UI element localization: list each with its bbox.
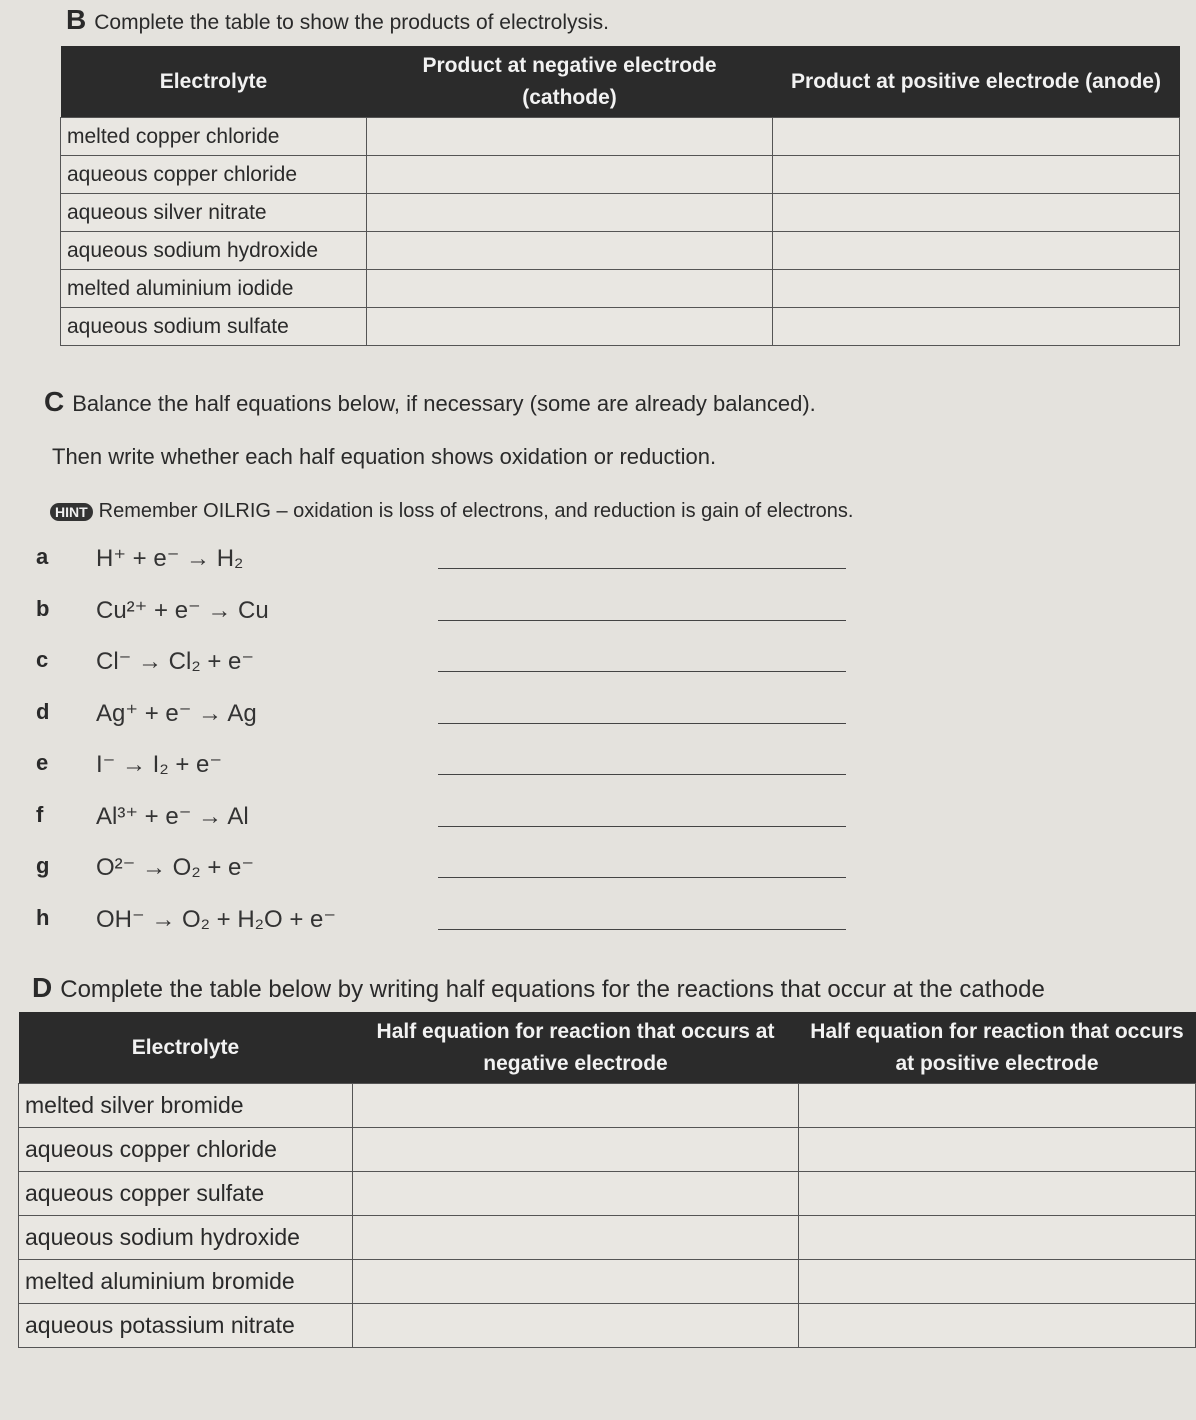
table-row: [61, 194, 1180, 232]
table-row: [19, 1128, 1196, 1172]
half-equation: Ag⁺ + e⁻ → Ag: [96, 699, 257, 727]
answer-cell[interactable]: [773, 270, 1180, 308]
equation-row: [36, 744, 856, 784]
electrolyte-cell: aqueous sodium hydroxide: [61, 232, 367, 270]
equation-row: [36, 538, 856, 578]
half-equation: OH⁻ → O₂ + H₂O + e⁻: [96, 905, 337, 933]
electrolyte-cell: aqueous sodium hydroxide: [19, 1216, 353, 1260]
electrolyte-cell: melted aluminium bromide: [19, 1260, 353, 1304]
half-equation: Cl⁻ → Cl₂ + e⁻: [96, 648, 255, 675]
equation-letter: h: [36, 904, 50, 930]
answer-cell[interactable]: [367, 270, 773, 308]
answer-line[interactable]: [438, 620, 846, 621]
answer-cell[interactable]: [367, 118, 773, 156]
answer-cell[interactable]: [367, 308, 773, 346]
electrolyte-cell: aqueous potassium nitrate: [19, 1304, 353, 1348]
section-b-title: [66, 4, 609, 36]
section-d-letter: D: [32, 972, 53, 1003]
equation-letter: d: [36, 698, 50, 724]
answer-cell[interactable]: [799, 1084, 1196, 1128]
section-d-table: [18, 1012, 1196, 1348]
half-equation: I⁻ → I₂ + e⁻: [96, 751, 223, 778]
section-c-instruction: Balance the half equations below, if necessary (some are already balanced).: [72, 391, 816, 416]
half-equation: Cu²⁺ + e⁻ → Cu: [96, 596, 269, 624]
electrolyte-cell: melted aluminium iodide: [61, 270, 367, 308]
header-electrolyte: Electrolyte: [61, 46, 367, 118]
equation-row: [36, 796, 856, 836]
answer-cell[interactable]: [353, 1216, 799, 1260]
answer-cell[interactable]: [353, 1172, 799, 1216]
electrolyte-cell: aqueous silver nitrate: [61, 194, 367, 232]
table-row: [19, 1304, 1196, 1348]
answer-cell[interactable]: [353, 1128, 799, 1172]
answer-cell[interactable]: [773, 156, 1180, 194]
equation-row: [36, 899, 856, 939]
header-electrolyte: Electrolyte: [19, 1012, 353, 1084]
table-row: [61, 308, 1180, 346]
answer-cell[interactable]: [353, 1260, 799, 1304]
table-row: [19, 1260, 1196, 1304]
table-header-row: [19, 1012, 1196, 1084]
answer-cell[interactable]: [799, 1128, 1196, 1172]
equation-row: [36, 693, 856, 733]
equation-letter: b: [36, 595, 50, 621]
answer-cell[interactable]: [799, 1304, 1196, 1348]
answer-cell[interactable]: [773, 194, 1180, 232]
answer-cell[interactable]: [799, 1260, 1196, 1304]
answer-cell[interactable]: [367, 194, 773, 232]
answer-line[interactable]: [438, 723, 846, 724]
table-row: [19, 1084, 1196, 1128]
answer-cell[interactable]: [367, 156, 773, 194]
answer-line[interactable]: [438, 568, 846, 569]
table-row: [61, 118, 1180, 156]
answer-cell[interactable]: [367, 232, 773, 270]
half-equation: O²⁻ → O₂ + e⁻: [96, 854, 255, 881]
hint-line: [50, 500, 854, 523]
table-row: [19, 1216, 1196, 1260]
answer-line[interactable]: [438, 929, 846, 930]
header-positive-electrode: Product at positive electrode (anode): [773, 46, 1180, 118]
section-c-subtitle: Then write whether each half equation shows oxidation or reduction.: [52, 444, 717, 469]
section-c-title: [44, 386, 816, 418]
table-row: [61, 270, 1180, 308]
answer-cell[interactable]: [773, 118, 1180, 156]
hint-badge: HINT: [50, 503, 93, 521]
section-b-letter: B: [66, 4, 87, 35]
equation-letter: e: [36, 750, 49, 775]
section-b-table: [60, 46, 1180, 346]
electrolyte-cell: aqueous copper chloride: [19, 1128, 353, 1172]
answer-line[interactable]: [438, 671, 846, 672]
equation-row: [36, 641, 856, 681]
electrolyte-cell: aqueous sodium sulfate: [61, 308, 367, 346]
equation-letter: g: [36, 853, 50, 878]
equation-letter: f: [36, 801, 44, 827]
equation-letter: a: [36, 544, 49, 569]
table-row: [19, 1172, 1196, 1216]
header-negative-half-equation: Half equation for reaction that occurs at negative electrode: [353, 1012, 799, 1084]
electrolyte-cell: aqueous copper sulfate: [19, 1172, 353, 1216]
answer-cell[interactable]: [773, 308, 1180, 346]
section-c-letter: C: [44, 386, 65, 417]
half-equation: Al³⁺ + e⁻ → Al: [96, 802, 249, 830]
table-header-row: [61, 46, 1180, 118]
header-positive-half-equation: Half equation for reaction that occurs at positive electrode: [799, 1012, 1196, 1084]
table-row: [61, 232, 1180, 270]
electrolyte-cell: melted copper chloride: [61, 118, 367, 156]
answer-cell[interactable]: [799, 1216, 1196, 1260]
answer-line[interactable]: [438, 877, 846, 878]
answer-line[interactable]: [438, 826, 846, 827]
section-d-title: [32, 972, 1045, 1004]
equation-row: [36, 847, 856, 887]
half-equation: H⁺ + e⁻ → H₂: [96, 545, 244, 572]
hint-text: Remember OILRIG – oxidation is loss of electrons, and reduction is gain of electrons.: [98, 500, 854, 522]
table-row: [61, 156, 1180, 194]
electrolyte-cell: aqueous copper chloride: [61, 156, 367, 194]
answer-cell[interactable]: [353, 1304, 799, 1348]
section-d-instruction: Complete the table below by writing half equations for the reactions that occur at the cathode: [60, 976, 1045, 1003]
equation-row: [36, 590, 856, 630]
answer-line[interactable]: [438, 774, 846, 775]
answer-cell[interactable]: [353, 1084, 799, 1128]
section-b-instruction: Complete the table to show the products of electrolysis.: [94, 11, 610, 34]
equation-letter: c: [36, 647, 49, 672]
header-negative-electrode: Product at negative electrode (cathode): [367, 46, 773, 118]
answer-cell[interactable]: [799, 1172, 1196, 1216]
answer-cell[interactable]: [773, 232, 1180, 270]
electrolyte-cell: melted silver bromide: [19, 1084, 353, 1128]
